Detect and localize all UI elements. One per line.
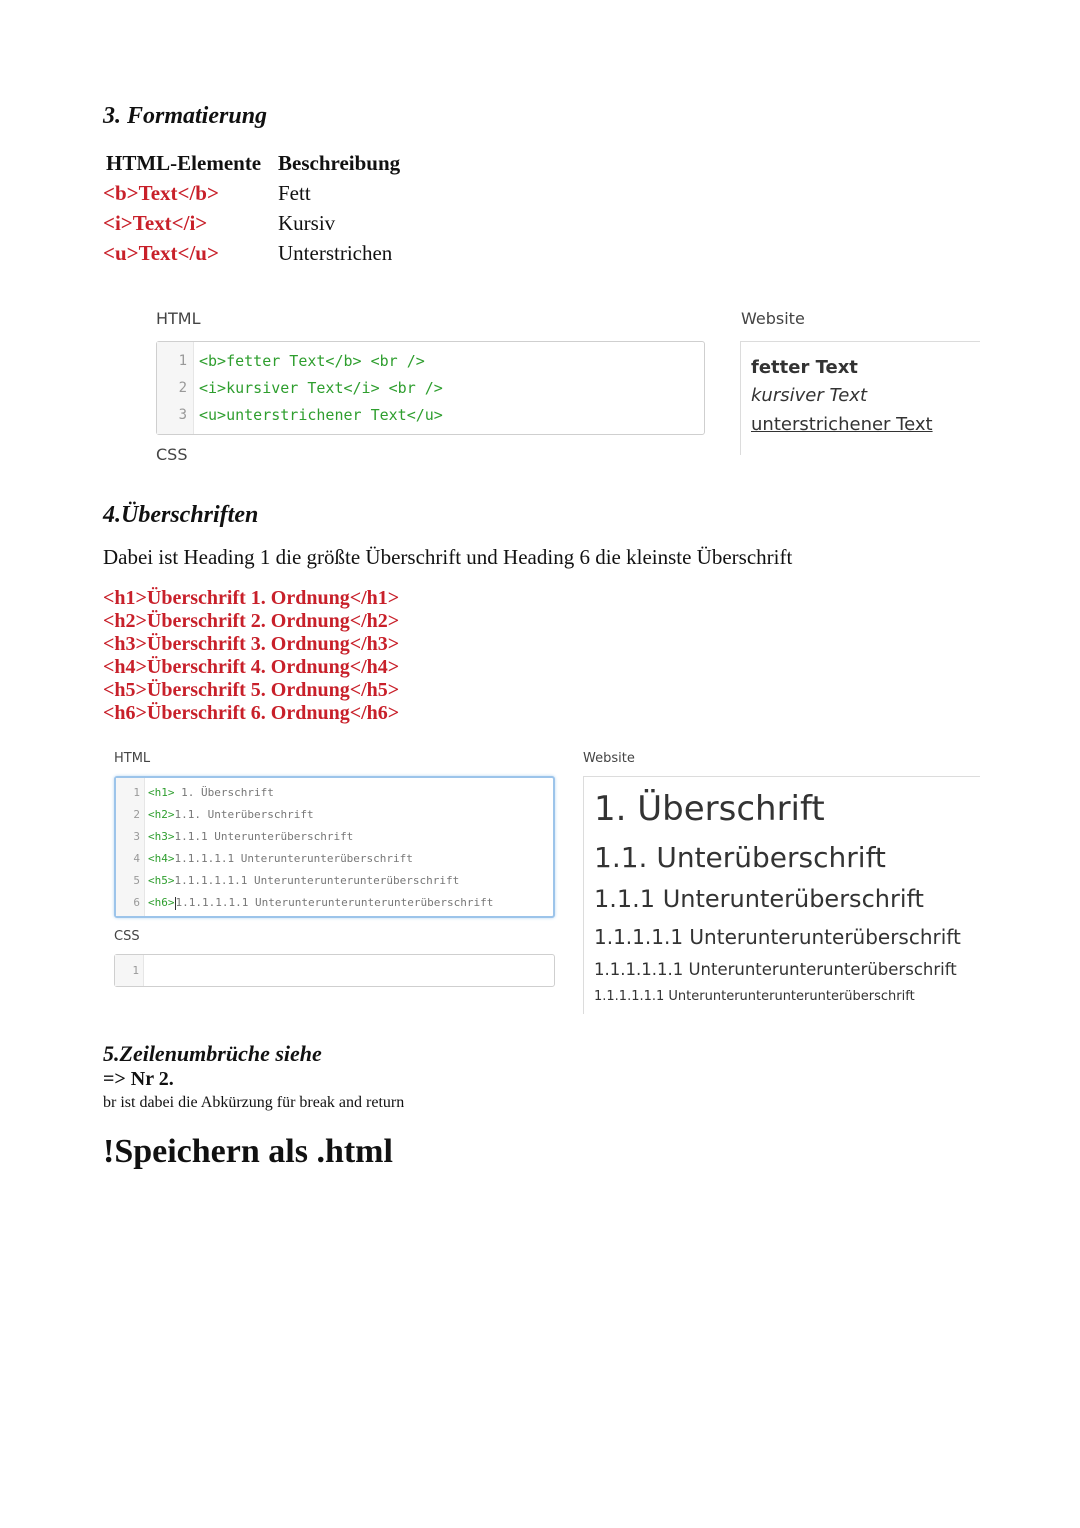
table-cell-code: <u>Text</u> (103, 240, 219, 265)
table-header: Beschreibung (278, 150, 401, 175)
line-number: 5 (133, 874, 140, 887)
code-text: 1.1.1.1.1.1 Unterunterunterunterunterüberschrift (175, 896, 494, 909)
table-cell-desc: Kursiv (278, 210, 336, 235)
table-header-row (103, 148, 400, 178)
code-line (148, 874, 459, 887)
heading-code-line: <h1>Überschrift 1. Ordnung</h1> (103, 587, 400, 609)
html-code-editor[interactable] (114, 776, 555, 918)
css-panel-label: CSS (114, 929, 140, 944)
html-panel-label: HTML (156, 309, 201, 328)
preview-underline-text: unterstrichener Text (751, 414, 933, 435)
line-number: 2 (133, 808, 140, 821)
preview-h2: 1.1. Unterüberschrift (594, 841, 886, 874)
section-4-title: 4.Überschriften (103, 502, 259, 528)
preview-h5: 1.1.1.1.1.1 Unterunterunterunterüberschrift (594, 960, 957, 979)
table-row (103, 208, 400, 238)
heading-code-line: <h2>Überschrift 2. Ordnung</h2> (103, 610, 400, 632)
code-line: <u>unterstrichener Text</u> (199, 406, 443, 424)
css-panel-label: CSS (156, 445, 188, 464)
website-panel-label: Website (583, 751, 635, 766)
preview-bold-text: fetter Text (751, 357, 858, 378)
code-tag: <h3> (148, 830, 175, 843)
code-line (148, 808, 314, 821)
save-note: !Speichern als .html (103, 1133, 393, 1170)
code-line: <b>fetter Text</b> <br /> (199, 352, 425, 370)
table-header: HTML-Elemente (106, 150, 262, 175)
css-code-editor[interactable] (114, 954, 555, 987)
line-number: 1 (178, 353, 187, 369)
heading-code-line: <h3>Überschrift 3. Ordnung</h3> (103, 633, 400, 655)
code-text: 1.1.1.1.1.1 Unterunterunterunterüberschrift (174, 874, 460, 887)
section-5-note: br ist dabei die Abkürzung für break and return (103, 1094, 405, 1111)
table-cell-desc: Fett (278, 180, 311, 205)
code-line (148, 852, 413, 865)
code-text: 1. Überschrift (174, 786, 274, 799)
preview-h6: 1.1.1.1.1.1 Unterunterunterunterunterüberschrift (594, 989, 915, 1004)
html-panel-label: HTML (114, 751, 151, 766)
formatting-table (103, 148, 400, 268)
code-text: 1.1. Unterüberschrift (174, 808, 314, 821)
section-5-title: 5.Zeilenumbrüche siehe (103, 1041, 322, 1066)
code-line (148, 896, 493, 910)
code-text: 1.1.1.1.1 Unterunterunterüberschrift (174, 852, 413, 865)
table-row (103, 238, 400, 268)
section-3-title: 3. Formatierung (103, 103, 268, 129)
preview-italic-text: kursiver Text (751, 385, 868, 406)
line-number: 3 (133, 830, 140, 843)
code-line: <i>kursiver Text</i> <br /> (199, 379, 443, 397)
website-panel-label: Website (741, 309, 805, 328)
line-number: 1 (132, 964, 139, 977)
website-preview (583, 776, 980, 1014)
preview-h3: 1.1.1 Unterunterüberschrift (594, 885, 924, 913)
line-number: 1 (133, 786, 140, 799)
line-number: 6 (133, 896, 140, 909)
line-number: 2 (178, 380, 187, 396)
preview-h1: 1. Überschrift (594, 789, 825, 829)
heading-code-line: <h4>Überschrift 4. Ordnung</h4> (103, 656, 400, 678)
code-line (148, 830, 353, 843)
code-tag: <h1> (148, 786, 175, 799)
table-cell-code: <b>Text</b> (103, 180, 219, 205)
table-cell-desc: Unterstrichen (278, 240, 393, 265)
line-number: 3 (178, 407, 187, 423)
html-code-editor[interactable] (156, 341, 705, 435)
code-tag: <h4> (148, 852, 175, 865)
table-row (103, 178, 400, 208)
preview-h4: 1.1.1.1.1 Unterunterunterüberschrift (594, 925, 961, 949)
code-tag: <h5> (148, 874, 175, 887)
code-text: 1.1.1 Unterunterüberschrift (174, 830, 354, 843)
website-preview (740, 341, 980, 455)
section-4-description: Dabei ist Heading 1 die größte Überschrift und Heading 6 die kleinste Überschrift (103, 545, 793, 569)
heading-code-line: <h6>Überschrift 6. Ordnung</h6> (103, 702, 400, 724)
table-cell-code: <i>Text</i> (103, 210, 208, 235)
code-tag: <h6> (148, 896, 175, 909)
heading-code-line: <h5>Überschrift 5. Ordnung</h5> (103, 679, 400, 701)
code-tag: <h2> (148, 808, 175, 821)
section-5-reference: => Nr 2. (103, 1068, 174, 1090)
code-line (148, 786, 274, 799)
line-number: 4 (133, 852, 140, 865)
